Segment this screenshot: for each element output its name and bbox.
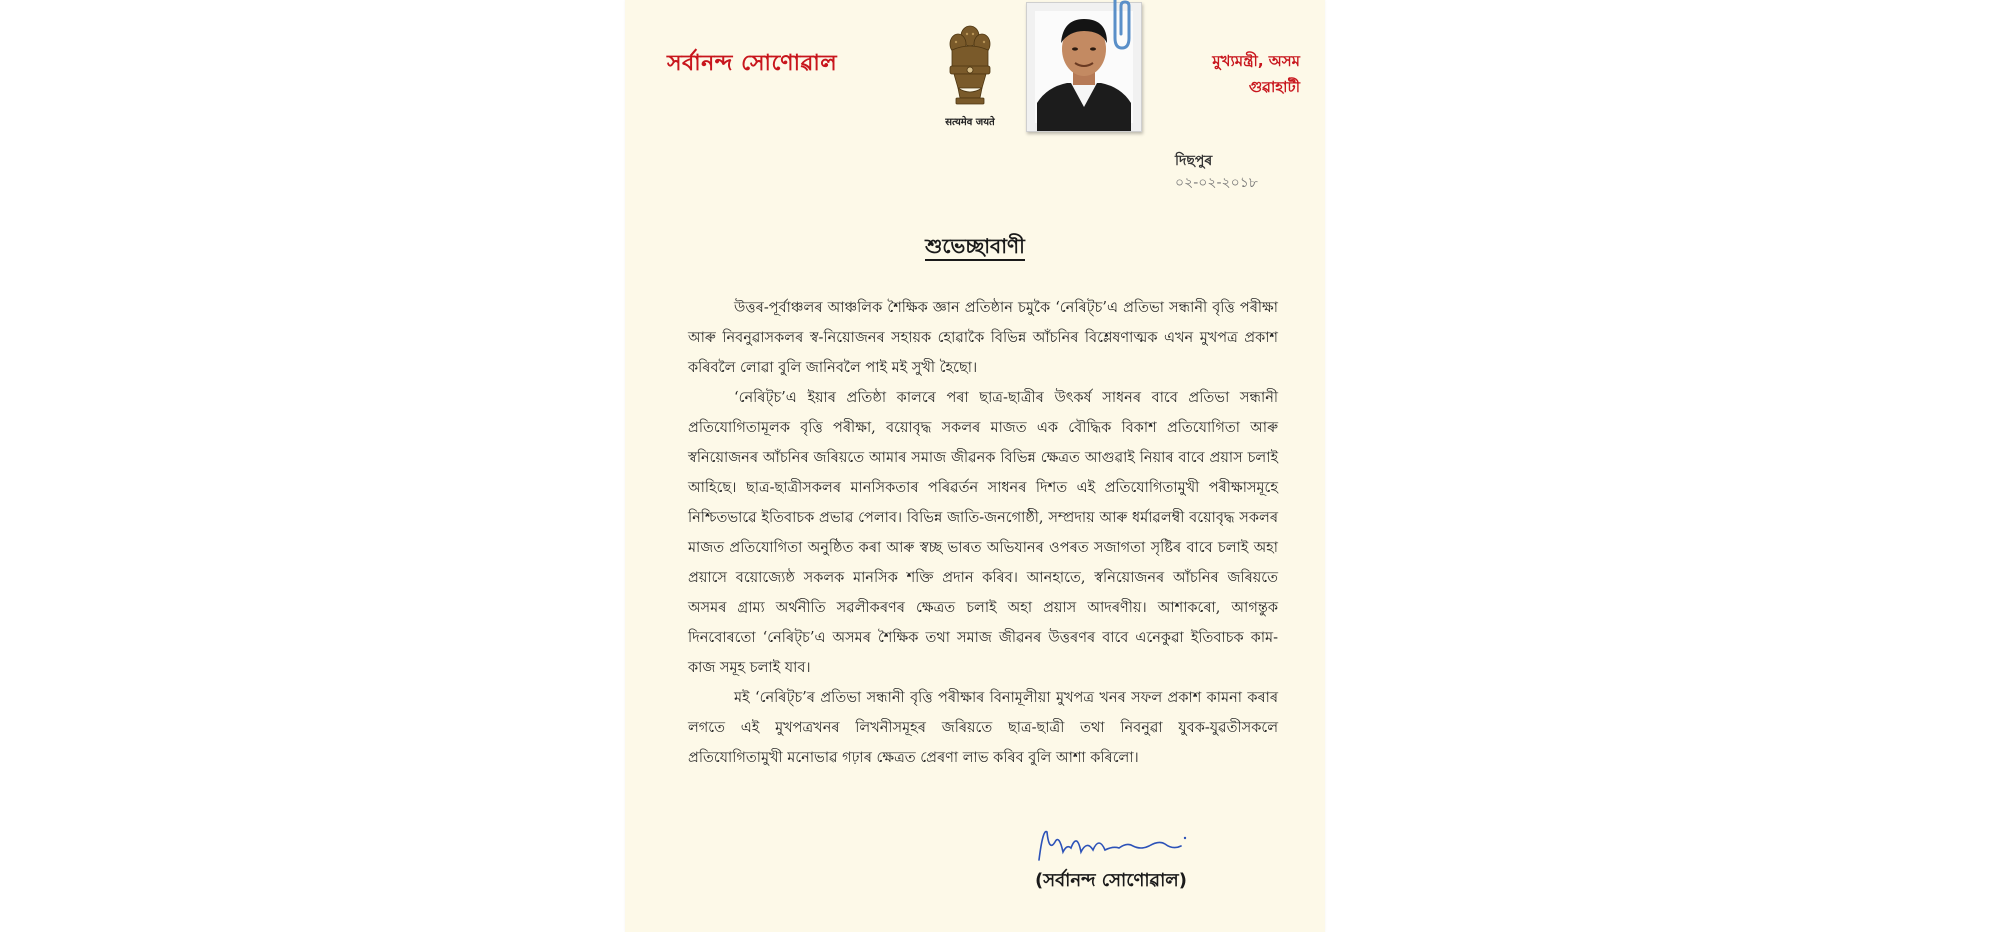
letter-place: দিছপুৰ: [1175, 153, 1213, 169]
body-paragraph-2: ‘নেৰিট্চ’এ ইয়াৰ প্ৰতিষ্ঠা কালৰে পৰা ছাত্ৰ-ছাত্ৰীৰ উৎকৰ্ষ সাধনৰ বাবে প্ৰতিভা সন্ধানী প্ৰতিযোগিতামূলক বৃত্তি পৰীক্ষা, বয়োবৃদ্ধ সকলৰ মাজত এক বৌদ্ধিক বিকাশ প্ৰতিযোগিতা আৰু স্বনিয়োজনৰ আঁচনিৰ জৰিয়তে আমাৰ সমাজ জীৱনক বিভিন্ন ক্ষেত্ৰত আগুৱাই নিয়াৰ বাবে প্ৰয়াস চলাই আহিছে। ছাত্ৰ-ছাত্ৰীসকলৰ মানসিকতাৰ পৰিৱৰ্তন সাধনৰ দিশত এই প্ৰতিযোগিতামুখী পৰীক্ষাসমূহে নিশ্চিতভাৱে ইতিবাচক প্ৰভাৱ পেলাব। বিভিন্ন জাতি-জনগোষ্ঠী, সম্প্ৰদায় আৰু ধৰ্মাৱলম্বী বয়োবৃদ্ধ সকলৰ মাজত প্ৰতিযোগিতা অনুষ্ঠিত কৰা আৰু স্বচ্ছ ভাৰত অভিযানৰ ওপৰত সজাগতা সৃষ্টিৰ বাবে চলাই অহা প্ৰয়াসে বয়োজ্যেষ্ঠ সকলক মানসিক শক্তি প্ৰদান কৰিব। আনহাতে, স্বনিয়োজনৰ আঁচনিৰ জৰিয়তে অসমৰ গ্ৰাম্য অৰ্থনীতি সৱলীকৰণৰ ক্ষেত্ৰত চলাই অহা প্ৰয়াস আদৰণীয়। আশাকৰো, আগন্তুক দিনবোৰতো ‘নেৰিট্চ’এ অসমৰ শৈক্ষিক তথা সমাজ জীৱনৰ উত্তৰণৰ বাবে এনেকুৱা ইতিবাচক কাম-কাজ সমূহ চলাই যাব।: [688, 390, 1278, 676]
letterhead-name: সৰ্বানন্দ সোণোৱাল: [667, 51, 838, 76]
letter-title: [625, 232, 1325, 265]
handwritten-signature: [1035, 822, 1215, 870]
body-paragraph-3: মই ‘নেৰিট্চ’ৰ প্ৰতিভা সন্ধানী বৃত্তি পৰীক্ষাৰ বিনামূলীয়া মুখপত্ৰ খনৰ সফল প্ৰকাশ কামনা কৰাৰ লগতে এই মুখপত্ৰখনৰ লিখনীসমূহৰ জৰিয়তে ছাত্ৰ-ছাত্ৰী তথা নিবনুৱা যুবক-যুৱতীসকলে প্ৰতিযোগিতামুখী মনোভাৱ গঢ়াৰ ক্ষেত্ৰত প্ৰেৰণা লাভ কৰিব বুলি আশা কৰিলো।: [688, 690, 1278, 766]
designation: [1160, 48, 1300, 100]
letter-title-text: শুভেচ্ছাবাণী: [925, 234, 1025, 261]
designation-title: মুখ্যমন্ত্ৰী, অসম: [1212, 52, 1300, 70]
emblem-motto: सत्यमेव जयते: [945, 117, 995, 128]
place-date-block: [1175, 150, 1258, 194]
designation-city: গুৱাহাটী: [1248, 78, 1300, 96]
letter-body: [688, 293, 1278, 773]
letter-date: ০২-০২-২০১৮: [1175, 175, 1258, 191]
signatory-name: (সৰ্বানন্দ সোণোৱাল): [1035, 870, 1187, 891]
body-paragraph-1: উত্তৰ-পূৰ্বাঞ্চলৰ আঞ্চলিক শৈক্ষিক জ্ঞান প্ৰতিষ্ঠান চমুকৈ ‘নেৰিট্চ’এ প্ৰতিভা সন্ধানী বৃত্তি পৰীক্ষা আৰু নিবনুৱাসকলৰ স্ব-নিয়োজনৰ সহায়ক হোৱাকৈ বিভিন্ন আঁচনিৰ বিশ্লেষণাত্মক এখন মুখপত্ৰ প্ৰকাশ কৰিবলৈ লোৱা বুলি জানিবলৈ পাই মই সুখী হৈছো।: [688, 300, 1278, 376]
paperclip-icon: [1109, 0, 1133, 52]
letter-page: [625, 0, 1325, 932]
state-emblem: [940, 22, 1000, 132]
lion-capital-icon: [944, 22, 996, 112]
